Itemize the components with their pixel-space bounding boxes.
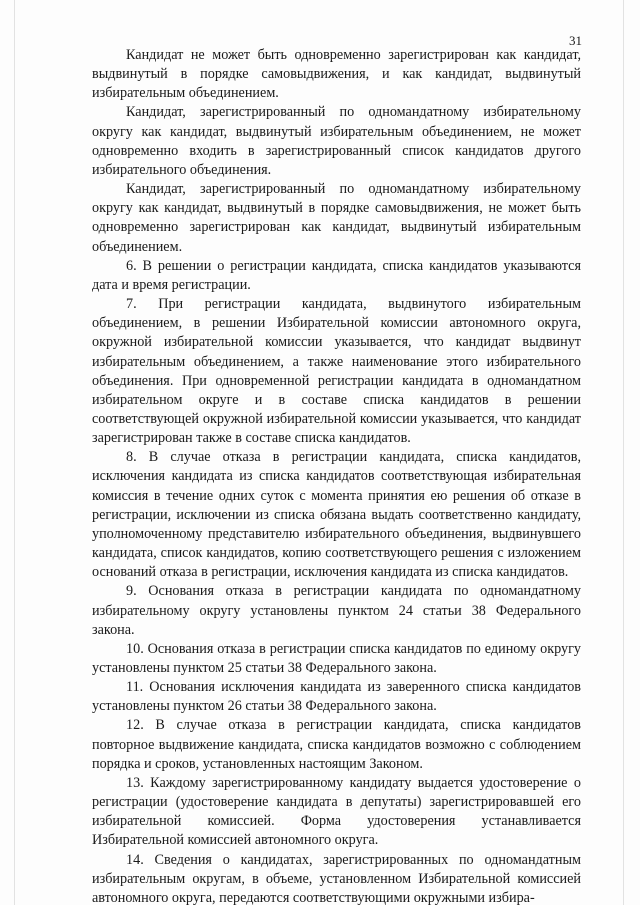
paragraph-item-8: 8. В случае отказа в регистрации кандидата, списка кандидатов, исключения кандидата из списка кандидатов соответствующая избирательная комиссия в течение одних суток с момента принятия ею решения об отказе в регистрации, исключении из списка обязана выдать соответственно кандидату, уполномоченному представителю избирательного объединения, выдвинувшего кандидата, список кандидатов, копию соответствующего решения с изложением оснований отказа в регистрации, исключения кандидата из списка кандидатов. xyxy=(92,449,581,581)
page-number: 31 xyxy=(569,33,582,48)
document-body xyxy=(92,46,581,905)
paragraph-candidate-single-mandate-self: Кандидат, зарегистрированный по одномандатному избирательному округу как кандидат, выдвинутый в порядке самовыдвижения, не может быть одновременно зарегистрирован как кандидат, выдвинутый избирательным объединением. xyxy=(92,181,581,255)
paragraph-item-14: 14. Сведения о кандидатах, зарегистрированных по одномандатным избирательным округам, в объеме, установленном Избирательной комиссией автономного округа, передаются соответствующими окружными избира- xyxy=(92,851,581,905)
paragraph-item-12: 12. В случае отказа в регистрации кандидата, списка кандидатов повторное выдвижение кандидата, списка кандидатов возможно с соблюдением порядка и сроков, установленных настоящим Законом. xyxy=(92,717,581,772)
paragraph-candidate-self-nomination: Кандидат не может быть одновременно зарегистрирован как кандидат, выдвинутый в порядке самовыдвижения, и как кандидат, выдвинутый избирательным объединением. xyxy=(92,47,581,102)
paragraph-item-13: 13. Каждому зарегистрированному кандидату выдается удостоверение о регистрации (удостоверение кандидата в депутаты) зарегистрировавшей его избирательной комиссией. Форма удостоверения устанавливается Избирательной комиссией автономного округа. xyxy=(92,774,581,849)
paragraph-item-7: 7. При регистрации кандидата, выдвинутого избирательным объединением, в решении Избирательной комиссии автономного округа, окружной избирательной комиссии указывается, что кандидат выдвинут избирательным объединением, а также наименование этого избирательного объединения. При одновременной регистрации кандидата в одномандатном избирательном округе и в составе списка кандидатов в решении соответствующей окружной избирательной комиссии указывается, что кандидат зарегистрирован также в составе списка кандидатов. xyxy=(92,296,581,447)
paragraph-item-9: 9. Основания отказа в регистрации кандидата по одномандатному избирательному округу установлены пунктом 24 статьи 38 Федерального закона. xyxy=(92,583,581,638)
paragraph-item-6: 6. В решении о регистрации кандидата, списка кандидатов указываются дата и время регистрации. xyxy=(92,257,581,293)
paragraph-item-10: 10. Основания отказа в регистрации списка кандидатов по единому округу установлены пунктом 25 статьи 38 Федерального закона. xyxy=(92,640,581,676)
paragraph-candidate-single-mandate-association: Кандидат, зарегистрированный по одномандатному избирательному округу как кандидат, выдвинутый избирательным объединением, не может одновременно входить в зарегистрированный список кандидатов другого избирательного объединения. xyxy=(92,104,581,178)
right-scan-edge xyxy=(623,0,624,905)
left-scan-edge xyxy=(14,0,15,905)
paragraph-item-11: 11. Основания исключения кандидата из заверенного списка кандидатов установлены пунктом 26 статьи 38 Федерального закона. xyxy=(92,679,581,715)
